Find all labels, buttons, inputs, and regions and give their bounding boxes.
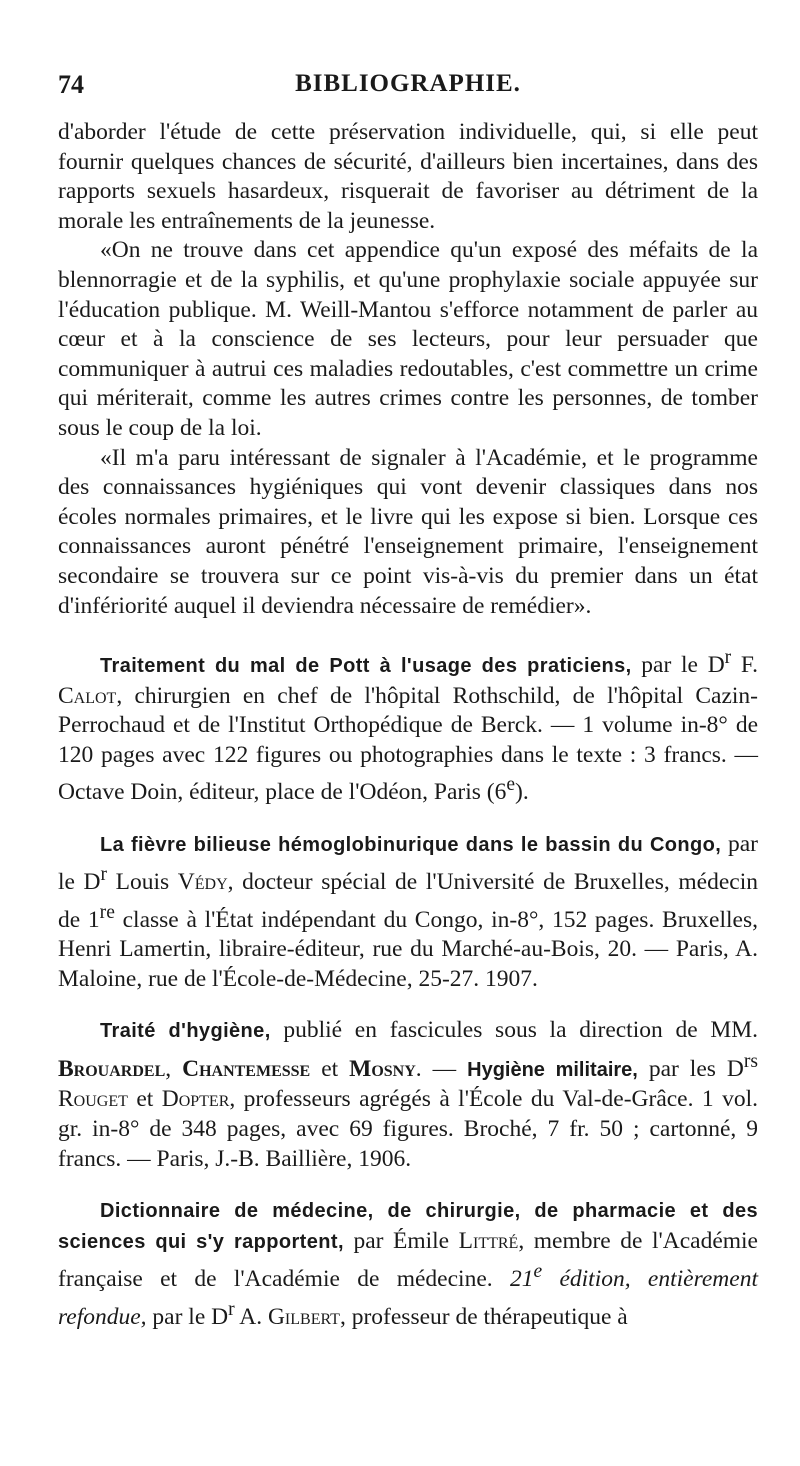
entry-author: Calot — [58, 682, 117, 709]
entry-author: Littré — [458, 1227, 519, 1254]
entry-director: Mosny — [349, 1055, 416, 1082]
entry-subtitle: Hygiène militaire, — [467, 1058, 638, 1081]
paragraph-continuation: d'aborder l'étude de cette préservation individuelle, qui, si elle peut fournir quelques chances de sécurité, d'ailleurs bien incertaines, dans des rapports sexuels hasardeux, risquerait de favoriser au détriment de la morale les entraînements de la jeunesse. — [58, 119, 758, 234]
entry-director: Chantemesse — [182, 1055, 311, 1082]
entry-edition: édition, entièrement refondue, — [58, 1266, 758, 1330]
page-number: 74 — [58, 70, 84, 99]
paragraph-academy: «Il m'a paru intéressant de signaler à l'Académie, et le programme des connaissances hygiéniques qui vont devenir classiques dans nos écoles normales primaires, et le livre qui les expose si bien. Lorsque ces connaissances auront pénétré l'enseignement primaire, l'enseignement secondaire se trouvera sur ce point vis-à-vis du premier dans un état d'infériorité auquel il deviendra nécessaire de remédier». — [58, 444, 758, 619]
entry-director: Brouardel — [58, 1055, 166, 1082]
paragraph-appendix: «On ne trouve dans cet appendice qu'un exposé des méfaits de la blennorragie et de la syphilis, et qu'une prophylaxie sociale appuyée sur l'éducation publique. M. Weill-Mantou s'efforce notamment de parler au cœur et à la conscience de ses lecteurs, pour leur persuader que communiquer à autrui ces maladies redoutables, c'est commettre un crime qui mériterait, comme les autres crimes contre les personnes, de tomber sous le coup de la loi. — [58, 237, 758, 441]
bibliography-entry-dictionnaire: Dictionnaire de médecine, de chirurgie, de pharmacie et des sciences qui s'y rapportent, par Émile Littré, membre de l'Académie française et de l'Académie de médecine. 21e édition, entièrement refondue, par le $D^r$ A. Gilbert, professeur de thérapeutique à — [58, 1200, 758, 1330]
running-head: BIBLIOGRAPHIE. — [295, 70, 521, 97]
entry-author: Rouget — [58, 1086, 128, 1113]
entry-title: Traité d'hygiène, — [100, 1020, 271, 1043]
entry-author: Védy — [177, 869, 228, 896]
entry-title: Dictionnaire de médecine, de chirurgie, de pharmacie et des sciences qui s'y rapportent, — [58, 1200, 758, 1253]
bibliography-entry-congo: La fièvre bilieuse hémoglobinurique dans le bassin du Congo, par le $D^r$ Louis Védy, docteur spécial de l'Université de Bruxelles, médecin de 1re classe à l'État indépendant du Congo, in-8°, 152 pages. Bruxelles, Henri Lamertin, libraire-éditeur, rue du Marché-au-Bois, 20. — Paris, A. Maloine, rue de l'École-de-Médecine, 25-27. 1907. — [58, 830, 758, 992]
bibliography-entry-pott: Traitement du mal de Pott à l'usage des praticiens, par le $D^r$ F. Calot, chirurgien en chef de l'hôpital Rothschild, de l'hôpital Cazin-Perrochaud et de l'Institut Orthopédique de Berck. — 1 volume in-8° de 120 pages avec 122 figures ou photographies dans le texte : 3 francs. — Octave Doin, éditeur, place de l'Odéon, Paris (6e). — [58, 647, 758, 806]
entry-author: Gilbert — [267, 1303, 340, 1330]
page-body — [58, 118, 758, 1332]
bibliography-entry-hygiene: Traité d'hygiène, publié en fascicules sous la direction de MM. Brouardel, Chantemesse et Mosny. — Hygiène militaire, par les $D^{rs}$ Rouget et Dopter, professeurs agrégés à l'École du Val-de-Grâce. 1 vol. gr. in-8° de 348 pages, avec 69 figures. Broché, 7 fr. 50 ; cartonné, 9 francs. — Paris, J.-B. Baillière, 1906. — [58, 1017, 758, 1172]
entry-title: La fièvre bilieuse hémoglobinurique dans le bassin du Congo, — [100, 833, 722, 856]
entry-author: Dopter — [161, 1086, 230, 1113]
page-header — [58, 70, 758, 110]
entry-title: Traitement du mal de Pott à l'usage des praticiens, — [100, 654, 632, 677]
